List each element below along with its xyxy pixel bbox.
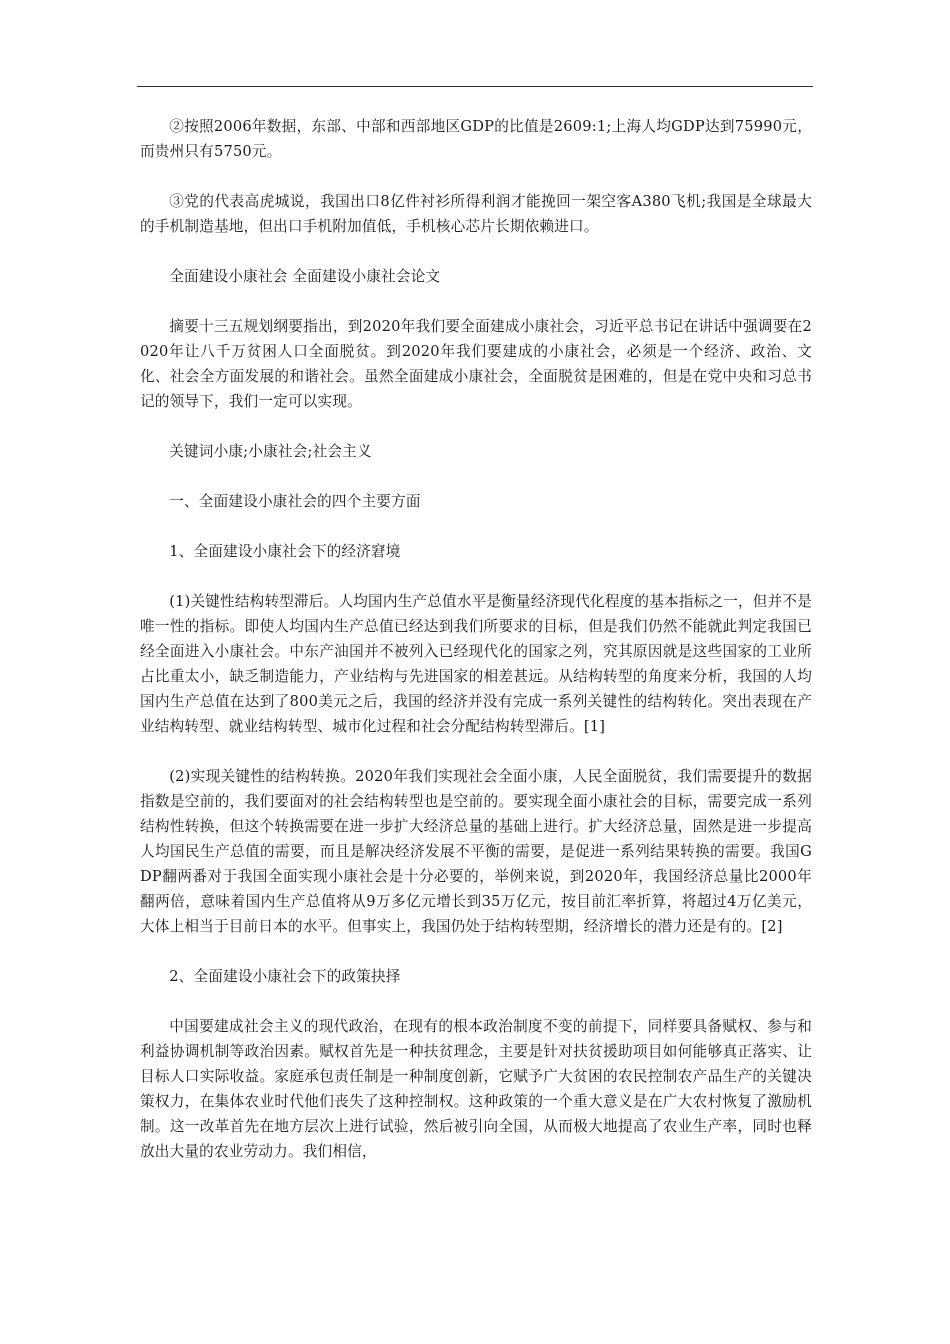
paragraph-policy-choice: 中国要建成社会主义的现代政治，在现有的根本政治制度不变的前提下，同样要具备赋权、参与和利益协调机制等政治因素。赋权首先是一种扶贫理念，主要是针对扶贫援助项目如何能够真正落实、让目标人口实际收益。家庭承包责任制是一种制度创新，它赋予广大贫困的农民控制农产品生产的关键决策权力，在集体农业时代他们丧失了这种控制权。这种政策的一个重大意义是在广大农村恢复了激励机制。这一改革首先在地方层次上进行试验，然后被引向全国，从而极大地提高了农业生产率，同时也释放出大量的农业劳动力。我们相信， [140, 1018, 812, 1160]
section-heading-1: 一、全面建设小康社会的四个主要方面 [169, 493, 421, 510]
abstract-paragraph: 摘要十三五规划纲要指出，到2020年我们要全面建成小康社会，习近平总书记在讲话中强调要在2020年让八千万贫困人口全面脱贫。到2020年我们要建成的小康社会，必须是一个经济、政治、文化、社会全方面发展的和谐社会。虽然全面建成小康社会，全面脱贫是困难的，但是在党中央和习总书记的领导下，我们一定可以实现。 [140, 318, 812, 410]
subsection-heading-1: 1、全面建设小康社会下的经济窘境 [169, 543, 401, 560]
subsection-heading-2: 2、全面建设小康社会下的政策抉择 [169, 968, 401, 985]
article-title: 全面建设小康社会 全面建设小康社会论文 [169, 268, 441, 285]
keywords-line: 关键词小康;小康社会;社会主义 [169, 443, 372, 460]
header-rule [137, 86, 813, 87]
paragraph-gdp-ratio: ②按照2006年数据，东部、中部和西部地区GDP的比值是2609:1;上海人均GDP达到75990元，而贵州只有5750元。 [140, 118, 812, 160]
paragraph-export-profit: ③党的代表高虎城说，我国出口8亿件衬衫所得利润才能挽回一架空客A380飞机;我国是全球最大的手机制造基地，但出口手机附加值低，手机核心芯片长期依赖进口。 [140, 193, 812, 235]
paragraph-structural-lag: (1)关键性结构转型滞后。人均国内生产总值水平是衡量经济现代化程度的基本指标之一，但并不是唯一性的指标。即使人均国内生产总值已经达到我们所要求的目标，但是我们仍然不能就此判定我国已经全面进入小康社会。中东产油国并不被列入已经现代化的国家之列，究其原因就是这些国家的工业所占比重太小，缺乏制造能力，产业结构与先进国家的相差甚远。从结构转型的角度来分析，我国的人均国内生产总值在达到了800美元之后，我国的经济并没有完成一系列关键性的结构转化。突出表现在产业结构转型、就业结构转型、城市化过程和社会分配结构转型滞后。[1] [140, 593, 812, 735]
paragraph-structural-change: (2)实现关键性的结构转换。2020年我们实现社会全面小康，人民全面脱贫，我们需要提升的数据指数是空前的，我们要面对的社会结构转型也是空前的。要实现全面小康社会的目标，需要完成一系列结构性转换，但这个转换需要在进一步扩大经济总量的基础上进行。扩大经济总量，固然是进一步提高人均国民生产总值的需要，而且是解决经济发展不平衡的需要，是促进一系列结果转换的需要。我国GDP翻两番对于我国全面实现小康社会是十分必要的，举例来说，到2020年，我国经济总量比2000年翻两倍，意味着国内生产总值将从9万多亿元增长到35万亿元，按目前汇率折算，将超过4万亿美元，大体上相当于目前日本的水平。但事实上，我国仍处于结构转型期，经济增长的潜力还是有的。[2] [140, 768, 812, 935]
document-body [140, 114, 812, 1189]
